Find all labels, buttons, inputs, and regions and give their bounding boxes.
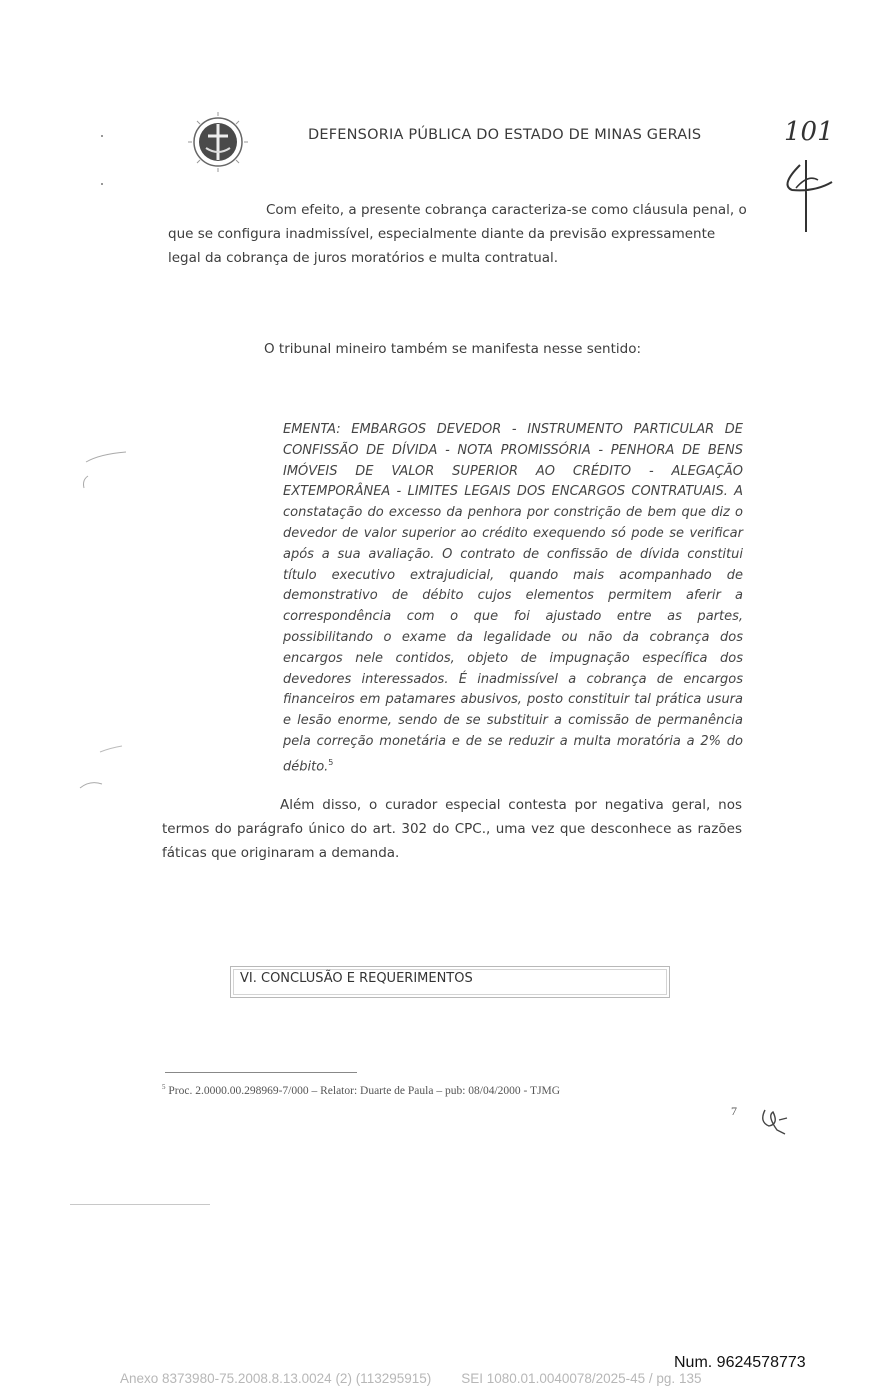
paragraph-curador-especial: Além disso, o curador especial contesta por negativa geral, nos termos do parágrafo único do art. 302 do CPC., uma vez que desconhece as razões fáticas que originaram a demanda. xyxy=(162,797,742,861)
handwritten-number: 101 xyxy=(784,117,834,147)
block-quote-ementa xyxy=(283,420,743,778)
margin-scan-marks xyxy=(70,120,130,1220)
handwritten-signature-icon xyxy=(770,110,850,240)
footnote-marker: 5 xyxy=(162,1083,166,1091)
sei-footer: Anexo 8373980-75.2008.8.13.0024 (2) (113295915) SEI 1080.01.0040078/2025-45 / pg. 135 xyxy=(120,1371,702,1386)
scan-artifact-line xyxy=(70,1204,210,1205)
ementa-text: EMENTA: EMBARGOS DEVEDOR - INSTRUMENTO PARTICULAR DE CONFISSÃO DE DÍVIDA - NOTA PROMISSÓRIA - PENHORA DE BENS IMÓVEIS DE VALOR SUPERIOR AO CRÉDITO - ALEGAÇÃO EXTEMPORÂNEA - LIMITES LEGAIS DOS ENCARGOS CONTRATUAIS. A constatação do excesso da penhora por constrição de bem que diz o devedor de valor superior ao crédito exequendo só pode se verificar após a sua avaliação. O contrato de confissão de dívida constitui título executivo extrajudicial, quando mais acompanhado de demonstrativo de débito cujos elementos permitem aferir a correspondência com o que foi ajustado entre as partes, possibilitando o exame da legalidade ou não da cobrança dos encargos nele contidos, objeto de impugnação específica dos devedores interessados. É inadmissível a cobrança de encargos financeiros em patamares abusivos, posto constituir tal prática usura e lesão enorme, sendo de se substituir a comissão de permanência pela correção monetária e de se reduzir a multa moratória a 2% do débito. xyxy=(283,422,743,775)
paragraph-tribunal-mineiro: O tribunal mineiro também se manifesta nesse sentido: xyxy=(264,341,642,357)
document-number-stamp: Num. 9624578773 xyxy=(674,1354,806,1371)
footnote-text: Proc. 2.0000.00.298969-7/000 – Relator: Duarte de Paula – pub: 08/04/2000 - TJMG xyxy=(168,1084,561,1097)
paragraph-clausula-penal: Com efeito, a presente cobrança caracteriza-se como cláusula penal, o que se configura inadmissível, especialmente diante da previsão expressamente legal da cobrança de juros moratórios e multa contratual. xyxy=(168,202,747,266)
page-header-title: DEFENSORIA PÚBLICA DO ESTADO DE MINAS GERAIS xyxy=(308,127,702,143)
defensoria-seal-icon xyxy=(186,110,250,174)
ementa-footnote-ref: 5 xyxy=(328,757,334,767)
section-heading-conclusao: VI. CONCLUSÃO E REQUERIMENTOS xyxy=(240,971,473,986)
handwritten-initials-icon xyxy=(755,1102,795,1138)
footnote xyxy=(162,1083,560,1097)
footnote-divider xyxy=(165,1072,357,1073)
page-number: 7 xyxy=(731,1104,737,1118)
